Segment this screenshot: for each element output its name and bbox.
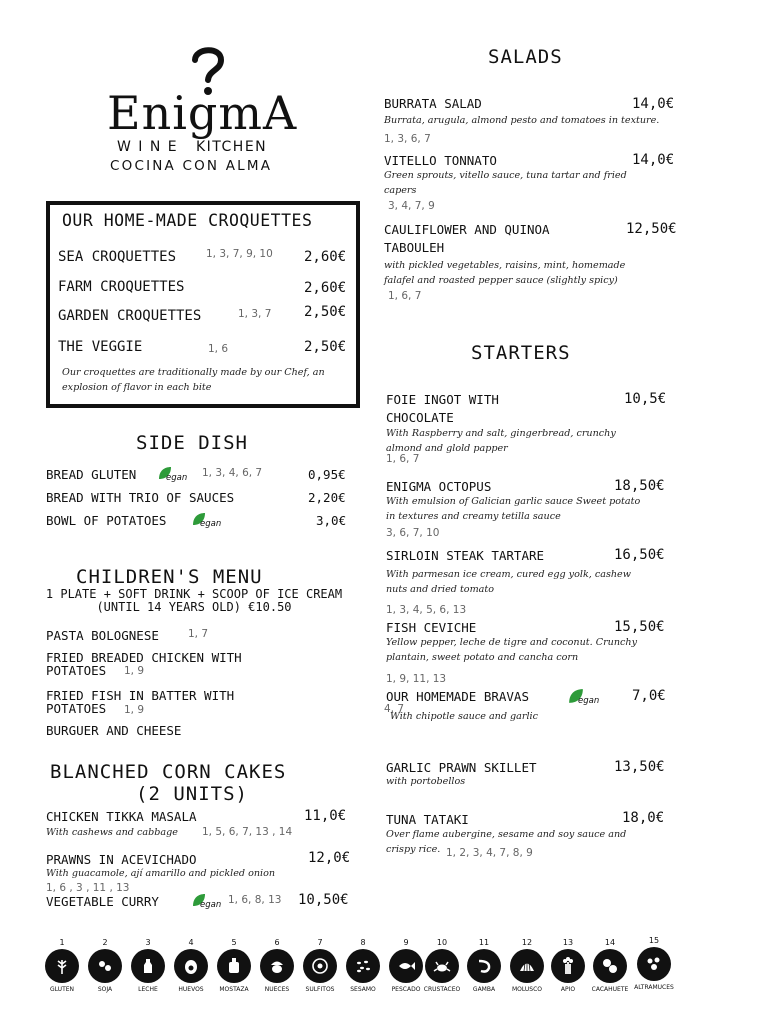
- logo-tagline: COCINA CON ALMA: [110, 158, 273, 174]
- logo-subtitle: W I N E KITCHEN: [117, 139, 268, 155]
- allergen-legend-item: 11 GAMBA: [462, 938, 506, 993]
- children-item-name: POTATOES: [46, 701, 107, 716]
- allergen-legend-item: 15 ALTRAMUCES: [634, 936, 674, 991]
- salad-desc: with pickled vegetables, raisins, mint, homemade: [384, 260, 626, 271]
- children-item-allergens: 1, 7: [188, 628, 209, 640]
- salad-desc: capers: [384, 185, 417, 196]
- salad-desc: Green sprouts, vitello sauce, tuna tartar and fried: [384, 170, 627, 181]
- croquette-price: 2,50€: [304, 339, 347, 355]
- starter-desc: nuts and dried tomato: [386, 584, 495, 595]
- children-item-name: PASTA BOLOGNESE: [46, 628, 159, 643]
- corn-cakes-title: BLANCHED CORN CAKES: [50, 761, 287, 783]
- corn-item-name: CHICKEN TIKKA MASALA: [46, 809, 197, 824]
- starter-desc: crispy rice.: [386, 844, 441, 855]
- croquettes-note: Our croquettes are traditionally made by our Chef, an explosion of flavor in each bite: [62, 367, 325, 393]
- nut-icon: [260, 949, 294, 983]
- corn-item-price: 11,0€: [304, 808, 347, 824]
- vegan-badge: egan: [568, 686, 599, 706]
- salad-desc: Burrata, arugula, almond pesto and tomatoes in texture.: [384, 115, 660, 126]
- corn-item-allergens: 1, 5, 6, 7, 13 , 14: [202, 826, 293, 838]
- corn-item-price: 12,0€: [308, 850, 351, 866]
- starter-price: 7,0€: [632, 688, 666, 704]
- salad-desc: falafel and roasted pepper sauce (slightly spicy): [384, 275, 618, 286]
- starter-allergens: 1, 3, 4, 5, 6, 13: [386, 604, 467, 616]
- salad-allergens: 1, 6, 7: [388, 290, 422, 302]
- celery-icon: [551, 949, 585, 983]
- starter-desc: With Raspberry and salt, gingerbread, crunchy: [386, 428, 616, 439]
- corn-item-name: VEGETABLE CURRY: [46, 894, 159, 909]
- croquette-price: 2,60€: [304, 280, 347, 296]
- corn-item-desc: With guacamole, ají amarillo and pickled onion: [46, 868, 276, 879]
- allergen-legend-item: 10 CRUSTACEO: [423, 938, 461, 993]
- allergen-legend-item: 2 SOJA: [83, 938, 127, 993]
- croquette-name: SEA CROQUETTES: [58, 249, 177, 265]
- starter-allergens: 1, 6, 7: [386, 453, 420, 465]
- croquette-allergens: 1, 6: [208, 343, 229, 355]
- croquette-price: 2,60€: [304, 249, 347, 265]
- croquette-name: FARM CROQUETTES: [58, 279, 185, 295]
- starter-allergens: 4, 7: [384, 703, 405, 715]
- corn-item-name: PRAWNS IN ACEVICHADO: [46, 852, 197, 867]
- allergen-legend-item: 1 GLUTEN: [40, 938, 84, 993]
- starter-desc: almond and glold papper: [386, 443, 508, 454]
- starter-price: 10,5€: [624, 391, 667, 407]
- vegan-badge: egan: [192, 509, 221, 529]
- corn-item-price: 10,50€: [298, 892, 349, 908]
- egg-icon: [174, 949, 208, 983]
- salad-price: 14,0€: [632, 152, 675, 168]
- salad-price: 14,0€: [632, 96, 675, 112]
- starter-desc: with portobellos: [386, 776, 466, 787]
- starter-price: 18,50€: [614, 478, 665, 494]
- allergen-legend-item: 4 HUEVOS: [169, 938, 213, 993]
- starter-name: TUNA TATAKI: [386, 812, 469, 827]
- logo-wordmark: EnigmA: [107, 86, 298, 140]
- starter-price: 15,50€: [614, 619, 665, 635]
- logo: [105, 44, 310, 179]
- side-dish-allergens: 1, 3, 4, 6, 7: [202, 467, 263, 479]
- allergen-legend-item: 14 CACAHUETE: [591, 938, 629, 993]
- salad-name: TABOULEH: [384, 240, 445, 255]
- starter-desc: plantain, sweet potato and cancha corn: [386, 652, 579, 663]
- childrens-menu-subtitle: 1 PLATE + SOFT DRINK + SCOOP OF ICE CREAM (UNTIL 14 YEARS OLD) €10.50: [45, 587, 343, 614]
- children-item-name: FRIED BREADED CHICKEN WITH: [46, 650, 242, 665]
- croquette-name: THE VEGGIE: [58, 339, 143, 355]
- sesame-icon: [346, 949, 380, 983]
- starter-desc: With parmesan ice cream, cured egg yolk, cashew: [386, 569, 631, 580]
- croquette-allergens: 1, 3, 7, 9, 10: [206, 248, 273, 260]
- side-dish-name: BREAD WITH TRIO OF SAUCES: [46, 490, 235, 505]
- starters-title: STARTERS: [471, 342, 571, 364]
- starter-desc: Yellow pepper, leche de tigre and coconut. Crunchy: [386, 637, 637, 648]
- children-item-allergens: 1, 9: [124, 704, 145, 716]
- starter-name: GARLIC PRAWN SKILLET: [386, 760, 537, 775]
- side-dish-price: 2,20€: [308, 490, 346, 505]
- salad-name: CAULIFLOWER AND QUINOA: [384, 222, 550, 237]
- starter-desc: in textures and creamy tetilla sauce: [386, 511, 561, 522]
- allergen-legend-item: 7 SULFITOS: [298, 938, 342, 993]
- children-item-name: FRIED FISH IN BATTER WITH: [46, 688, 235, 703]
- starter-desc: Over flame aubergine, sesame and soy sauce and: [386, 829, 627, 840]
- shell-icon: [510, 949, 544, 983]
- salad-allergens: 3, 4, 7, 9: [388, 200, 435, 212]
- allergen-legend-item: 9 PESCADO: [384, 938, 428, 993]
- corn-item-allergens: 1, 6, 8, 13: [228, 894, 282, 906]
- allergen-legend-item: 3 LECHE: [126, 938, 170, 993]
- shrimp-icon: [467, 949, 501, 983]
- corn-item-allergens: 1, 6 , 3 , 11 , 13: [46, 882, 130, 894]
- starter-desc: With chipotle sauce and garlic: [390, 711, 539, 722]
- sulphite-icon: [303, 949, 337, 983]
- crab-icon: [425, 949, 459, 983]
- starter-name: FISH CEVICHE: [386, 620, 477, 635]
- fish-icon: [389, 949, 423, 983]
- salad-allergens: 1, 3, 6, 7: [384, 133, 431, 145]
- allergen-legend: [0, 936, 768, 1006]
- croquettes-title: OUR HOME-MADE CROQUETTES: [62, 211, 313, 230]
- starter-name: SIRLOIN STEAK TARTARE: [386, 548, 545, 563]
- side-dish-title: SIDE DISH: [136, 432, 248, 454]
- children-item-name: BURGUER AND CHEESE: [46, 723, 182, 738]
- wheat-icon: [45, 949, 79, 983]
- side-dish-name: BOWL OF POTATOES: [46, 513, 167, 528]
- allergen-legend-item: 13 APIO: [546, 938, 590, 993]
- side-dish-name: BREAD GLUTEN: [46, 467, 137, 482]
- starter-price: 16,50€: [614, 547, 665, 563]
- soy-icon: [88, 949, 122, 983]
- childrens-menu-title: CHILDREN'S MENU: [76, 566, 263, 588]
- salad-price: 12,50€: [626, 221, 677, 237]
- children-item-name: POTATOES: [46, 663, 107, 678]
- peanut-icon: [593, 949, 627, 983]
- corn-item-desc: With cashews and cabbage: [46, 827, 178, 838]
- lupin-icon: [637, 947, 671, 981]
- mustard-icon: [217, 949, 251, 983]
- starter-price: 13,50€: [614, 759, 665, 775]
- starter-name: OUR HOMEMADE BRAVAS: [386, 689, 529, 704]
- corn-cakes-subtitle: (2 UNITS): [136, 783, 248, 805]
- side-dish-price: 0,95€: [308, 467, 346, 482]
- starter-price: 18,0€: [622, 810, 665, 826]
- allergen-legend-item: 6 NUECES: [255, 938, 299, 993]
- starter-allergens: 1, 9, 11, 13: [386, 673, 447, 685]
- starter-allergens: 3, 6, 7, 10: [386, 527, 440, 539]
- vegan-badge: egan: [192, 890, 221, 910]
- starter-name: ENIGMA OCTOPUS: [386, 479, 492, 494]
- salads-title: SALADS: [488, 46, 563, 68]
- salad-name: VITELLO TONNATO: [384, 153, 497, 168]
- allergen-legend-item: 12 MOLUSCO: [511, 938, 543, 993]
- croquette-allergens: 1, 3, 7: [238, 308, 272, 320]
- croquette-name: GARDEN CROQUETTES: [58, 308, 202, 324]
- starter-name: FOIE INGOT WITH: [386, 392, 499, 407]
- croquette-price: 2,50€: [304, 304, 347, 320]
- children-item-allergens: 1, 9: [124, 665, 145, 677]
- vegan-badge: egan: [158, 463, 187, 483]
- salad-name: BURRATA SALAD: [384, 96, 482, 111]
- allergen-legend-item: 5 MOSTAZA: [212, 938, 256, 993]
- starter-allergens: 1, 2, 3, 4, 7, 8, 9: [446, 847, 533, 859]
- milk-icon: [131, 949, 165, 983]
- starter-desc: With emulsion of Galician garlic sauce Sweet potato: [386, 496, 641, 507]
- starter-name: CHOCOLATE: [386, 410, 454, 425]
- side-dish-price: 3,0€: [316, 513, 347, 528]
- allergen-legend-item: 8 SESAMO: [341, 938, 385, 993]
